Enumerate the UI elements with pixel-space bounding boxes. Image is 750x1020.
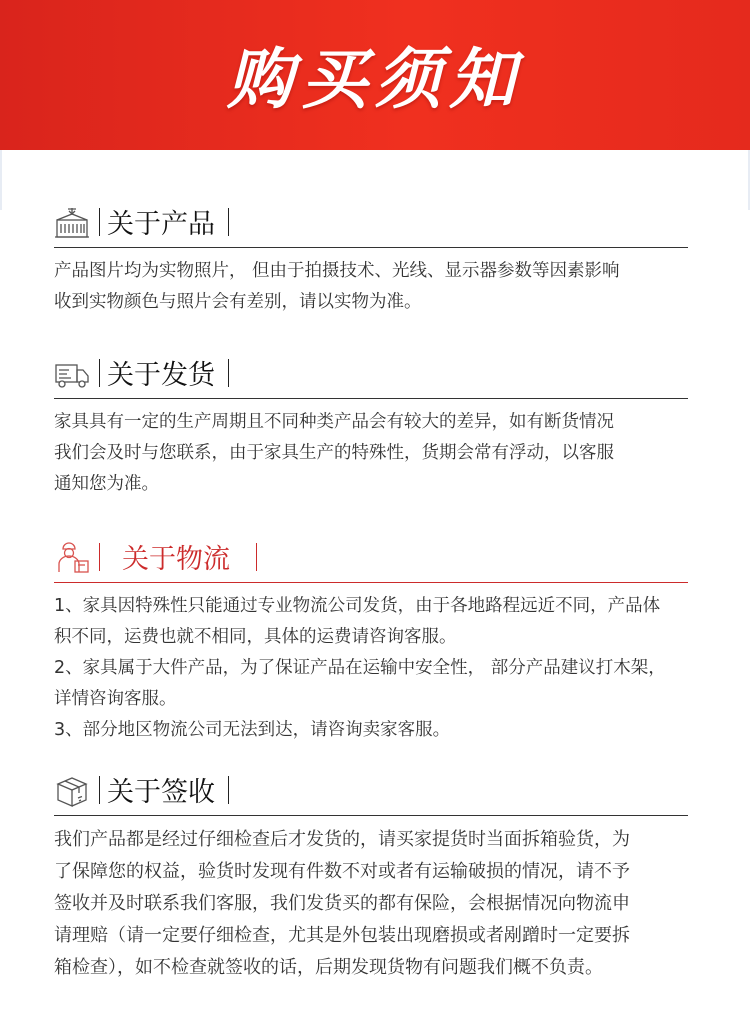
body-line: 请理赔（请一定要仔细检查，尤其是外包装出现磨损或者剐蹭时一定要拆 — [54, 925, 630, 946]
section-title: 关于物流 — [122, 544, 230, 575]
section-shipping — [0, 349, 750, 500]
title-divider — [256, 543, 257, 571]
section-title: 关于签收 — [107, 777, 215, 808]
section-product — [0, 198, 750, 318]
body-line: 收到实物颜色与照片会有差别，请以实物为准。 — [54, 292, 422, 312]
title-divider — [99, 359, 100, 387]
title-divider — [228, 359, 229, 387]
title-divider — [228, 776, 229, 804]
body-line: 我们会及时与您联系，由于家具生产的特殊性，货期会常有浮动，以客服 — [54, 443, 614, 463]
delivery-truck-icon — [54, 357, 90, 391]
body-line: 签收并及时联系我们客服，我们发货买的都有保险，会根据情况向物流申 — [54, 893, 630, 914]
page-title: 购买须知 — [227, 41, 523, 118]
building-icon — [54, 206, 90, 240]
body-line: 家具具有一定的生产周期且不同种类产品会有较大的差异，如有断货情况 — [54, 412, 614, 432]
body-line: 2、家具属于大件产品，为了保证产品在运输中安全性， 部分产品建议打木架， — [54, 658, 666, 678]
section-body — [54, 248, 694, 318]
section-logistics — [0, 533, 750, 746]
body-line: 了保障您的权益，验货时发现有件数不对或者有运输破损的情况，请不予 — [54, 861, 630, 882]
body-line: 箱检查），如不检查就签收的话，后期发现货物有问题我们概不负责。 — [54, 957, 603, 978]
body-line: 产品图片均为实物照片， 但由于拍摄技术、光线、显示器参数等因素影响 — [54, 261, 620, 281]
title-divider — [99, 208, 100, 236]
title-divider — [99, 543, 100, 571]
section-body — [54, 816, 694, 984]
body-line: 我们产品都是经过仔细检查后才发货的，请买家提货时当面拆箱验货，为 — [54, 829, 630, 850]
title-divider — [228, 208, 229, 236]
section-body — [54, 583, 694, 746]
body-line: 3、部分地区物流公司无法到达，请咨询卖家客服。 — [54, 720, 451, 740]
section-title: 关于发货 — [107, 360, 215, 391]
body-line: 详情咨询客服。 — [54, 689, 177, 709]
delivery-worker-icon — [54, 541, 90, 575]
section-title: 关于产品 — [107, 209, 215, 240]
section-body — [54, 399, 694, 500]
package-box-icon — [54, 774, 90, 808]
body-line: 1、家具因特殊性只能通过专业物流公司发货，由于各地路程远近不同，产品体 — [54, 596, 661, 616]
body-line: 通知您为准。 — [54, 474, 159, 494]
title-divider — [99, 776, 100, 804]
body-line: 积不同，运费也就不相同，具体的运费请咨询客服。 — [54, 627, 457, 647]
section-receipt — [0, 766, 750, 984]
header-banner — [0, 0, 750, 150]
